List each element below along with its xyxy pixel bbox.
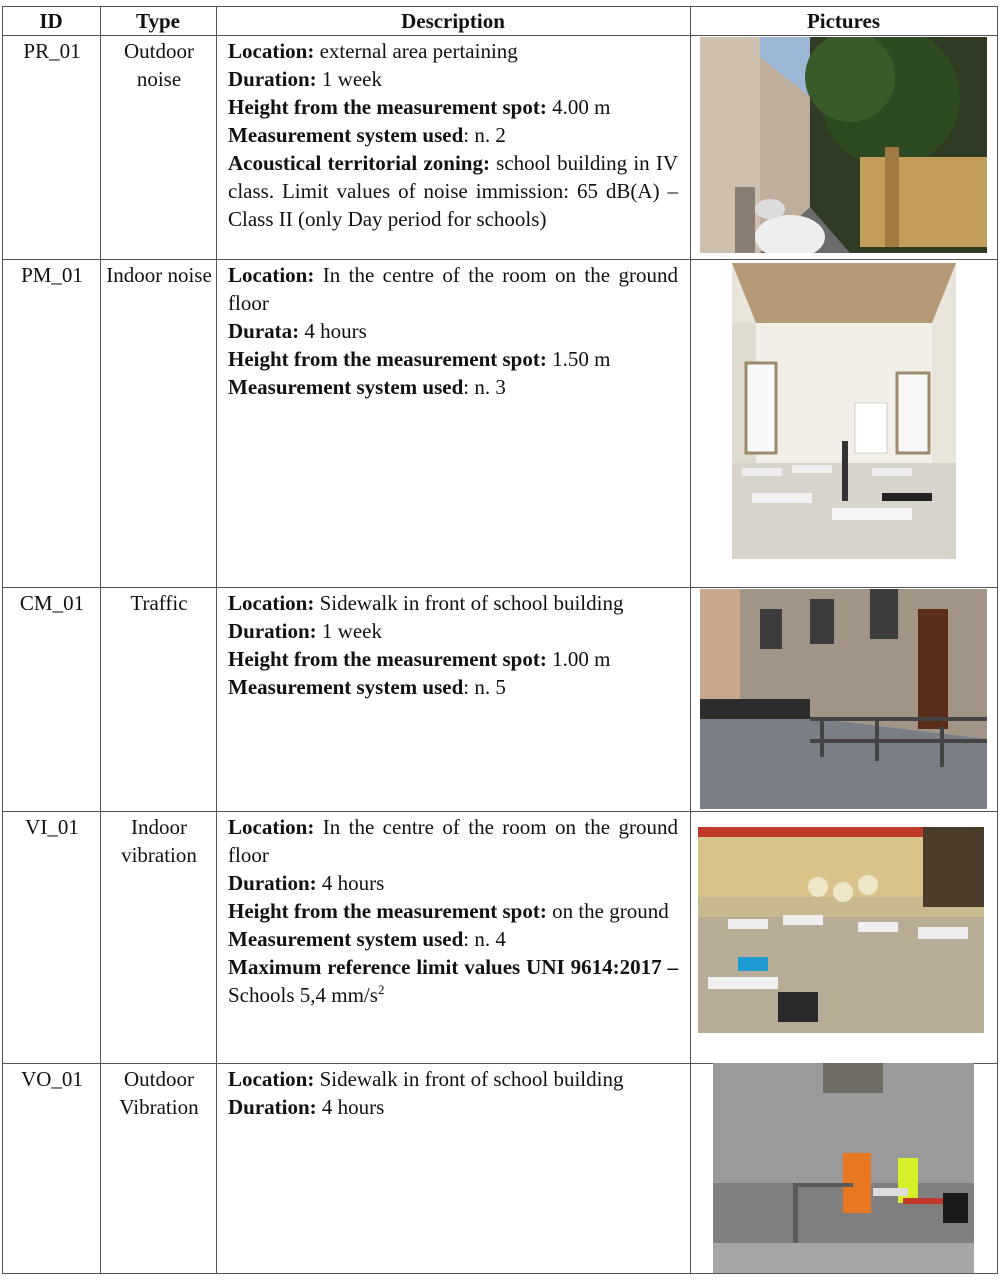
row-description [228, 37, 678, 233]
table-border-right [997, 6, 998, 1274]
school-facade-photo [700, 589, 987, 809]
table-border-bottom [2, 1273, 998, 1274]
row-divider [2, 811, 998, 812]
column-divider [690, 6, 691, 1274]
column-divider [100, 6, 101, 1274]
row-id: VO_01 [21, 1067, 83, 1091]
row-type: Indoor vibration [121, 815, 197, 867]
field-height: Height from the measurement spot: 1.50 m [228, 347, 611, 371]
row-id: VI_01 [25, 815, 79, 839]
field-system: Measurement system used: n. 3 [228, 375, 506, 399]
field-height: Height from the measurement spot: 1.00 m [228, 647, 611, 671]
field-duration: Duration: 4 hours [228, 871, 385, 895]
row-type: Traffic [130, 591, 188, 615]
field-location: Location: In the centre of the room on the ground floor [228, 263, 678, 315]
outdoor-vibration-photo [713, 1063, 974, 1273]
header-pictures: Pictures [806, 9, 881, 33]
field-system: Measurement system used: n. 5 [228, 675, 506, 699]
classroom-photo [732, 263, 956, 559]
classroom-vibration-photo [698, 827, 984, 1033]
header-id: ID [39, 9, 63, 33]
field-location: Location: Sidewalk in front of school building [228, 1067, 624, 1091]
header-type: Type [136, 9, 180, 33]
street-with-trees-photo [700, 37, 987, 253]
row-type: Indoor noise [106, 263, 212, 287]
field-height: Height from the measurement spot: on the ground [228, 899, 669, 923]
field-duration: Duration: 1 week [228, 67, 382, 91]
row-type: Outdoor noise [124, 39, 194, 91]
row-divider [2, 259, 998, 260]
field-height: Height from the measurement spot: 4.00 m [228, 95, 611, 119]
header-description: Description [401, 9, 505, 33]
field-limit: Maximum reference limit values UNI 9614:2017 – Schools 5,4 $mm/s^2$ [228, 955, 678, 1007]
row-id: PM_01 [21, 263, 83, 287]
row-description [228, 261, 678, 401]
table-border-left [2, 6, 3, 1274]
table-border-top [2, 6, 998, 7]
row-type: Outdoor Vibration [119, 1067, 199, 1119]
field-system: Measurement system used: n. 4 [228, 927, 506, 951]
row-divider [2, 587, 998, 588]
field-location: Location: In the centre of the room on the ground floor [228, 815, 678, 867]
row-id: PR_01 [23, 39, 81, 63]
row-divider [2, 35, 998, 36]
row-description [228, 589, 678, 701]
field-zoning: Acoustical territorial zoning: school building in IV class. Limit values of noise immission: 65 dB(A) – Class II (only Day period for schools) [228, 151, 679, 231]
field-duration: Durata: 4 hours [228, 319, 367, 343]
field-duration: Duration: 1 week [228, 619, 382, 643]
column-divider [216, 6, 217, 1274]
field-location: Location: external area pertaining [228, 39, 518, 63]
row-id: CM_01 [19, 591, 85, 615]
row-description [228, 1065, 678, 1121]
field-duration: Duration: 4 hours [228, 1095, 385, 1119]
field-location: Location: Sidewalk in front of school building [228, 591, 624, 615]
field-system: Measurement system used: n. 2 [228, 123, 506, 147]
row-description [228, 813, 678, 1009]
